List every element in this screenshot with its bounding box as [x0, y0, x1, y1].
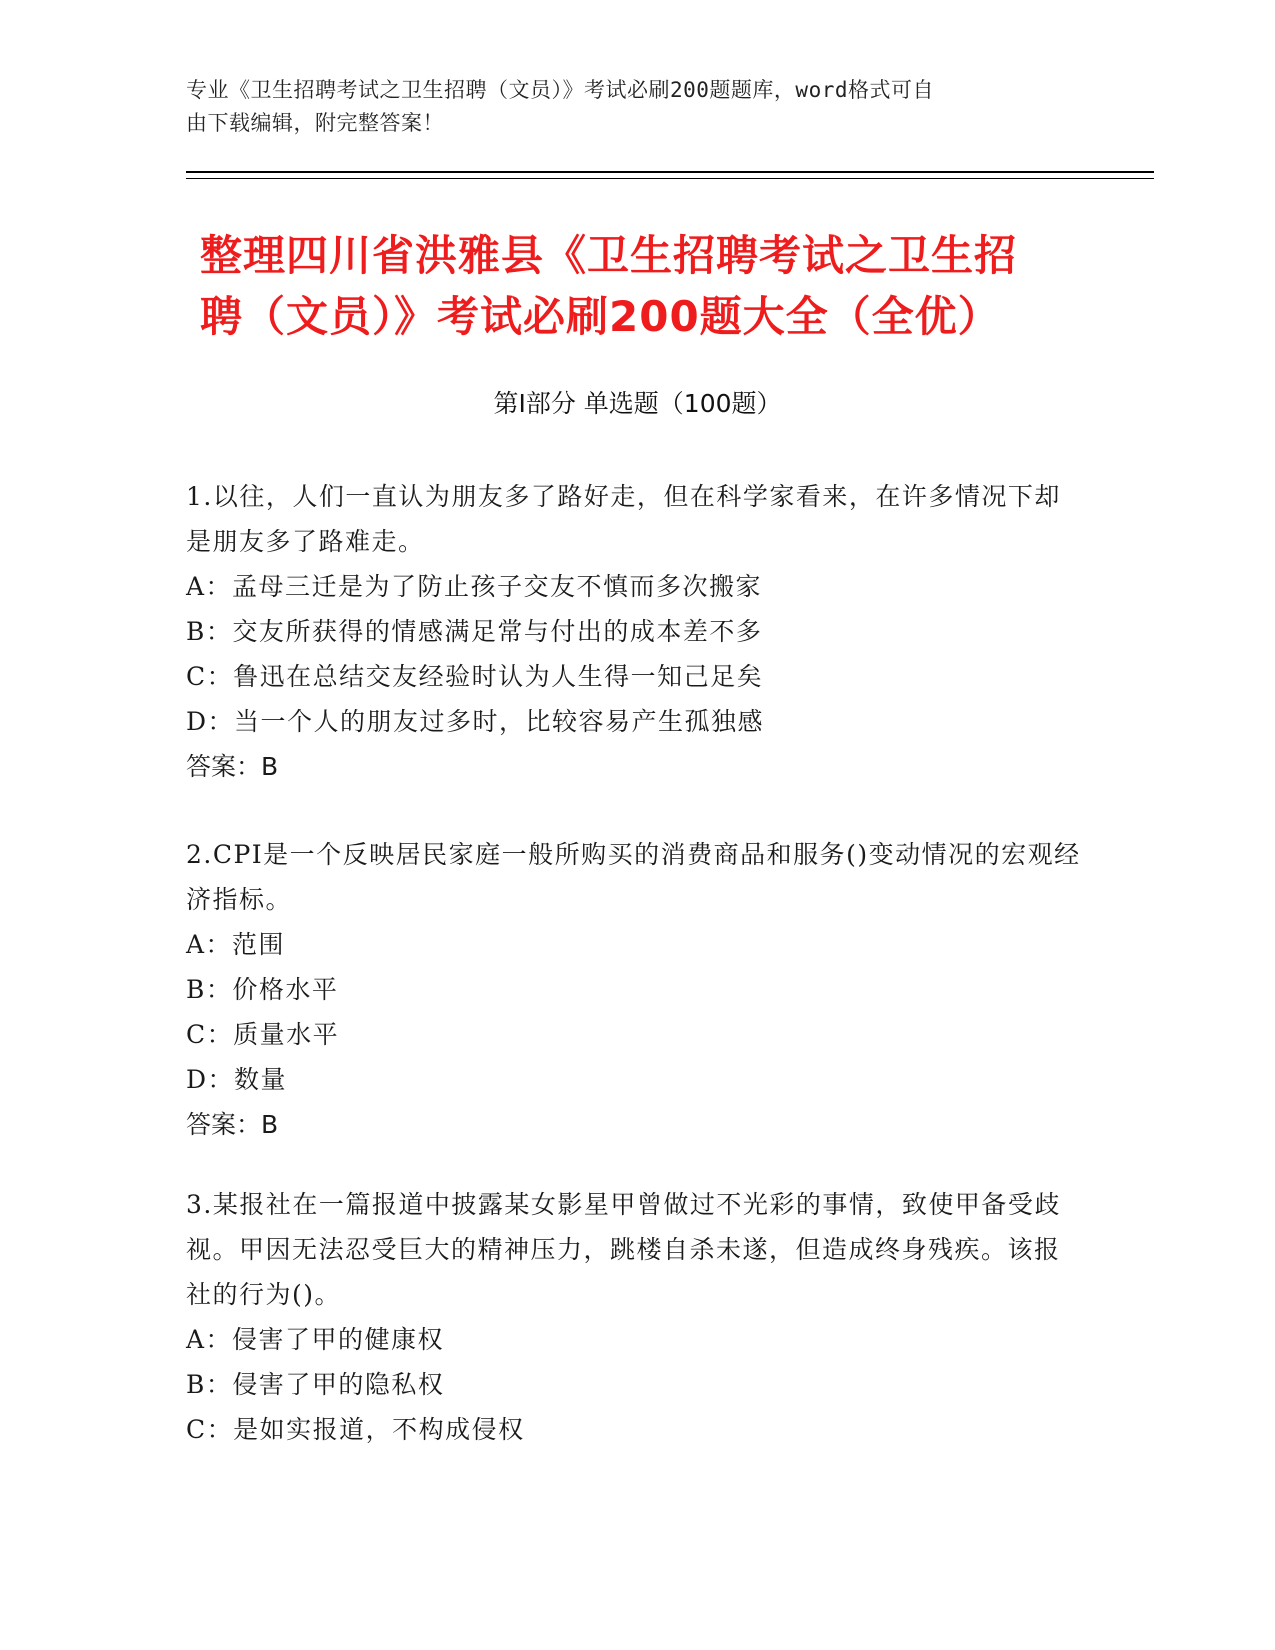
option-a: A：孟母三迁是为了防止孩子交友不慎而多次搬家	[186, 572, 763, 601]
question-text: 1.以往，人们一直认为朋友多了路好走，但在科学家看来，在许多情况下却是朋友多了路难走。	[186, 482, 1061, 556]
document-title-line-2: 聘（文员）》考试必刷200题大全（全优）	[200, 292, 1001, 341]
document-title	[200, 225, 1100, 347]
option-a: A：侵害了甲的健康权	[186, 1325, 445, 1354]
header-divider-thick	[186, 171, 1154, 173]
answer: 答案：B	[186, 1110, 279, 1139]
option-c: C：是如实报道，不构成侵权	[186, 1415, 525, 1444]
answer: 答案：B	[186, 752, 279, 781]
header-divider-thin	[186, 178, 1154, 179]
option-b: B：侵害了甲的隐私权	[186, 1370, 445, 1399]
header-note-line-1: 专业《卫生招聘考试之卫生招聘（文员）》考试必刷200题题库，word格式可自	[186, 78, 934, 102]
header-note-line-2: 由下载编辑，附完整答案！	[186, 111, 444, 135]
option-b: B：交友所获得的情感满足常与付出的成本差不多	[186, 617, 763, 646]
section-heading: 第Ⅰ部分 单选题（100题）	[493, 389, 782, 418]
option-c: C：鲁迅在总结交友经验时认为人生得一知己足矣	[186, 662, 764, 691]
document-title-line-1: 整理四川省洪雅县《卫生招聘考试之卫生招	[200, 231, 1018, 280]
question-1	[186, 474, 1086, 789]
option-b: B：价格水平	[186, 975, 339, 1004]
header-note	[186, 74, 1066, 140]
question-2	[186, 832, 1086, 1147]
option-c: C：质量水平	[186, 1020, 340, 1049]
option-d: D：数量	[186, 1065, 288, 1094]
option-a: A：范围	[186, 930, 286, 959]
question-3	[186, 1182, 1086, 1452]
question-text: 2.CPI是一个反映居民家庭一般所购买的消费商品和服务()变动情况的宏观经济指标。	[186, 840, 1081, 914]
question-text: 3.某报社在一篇报道中披露某女影星甲曾做过不光彩的事情，致使甲备受歧视。甲因无法忍受巨大的精神压力，跳楼自杀未遂，但造成终身残疾。该报社的行为()。	[186, 1190, 1061, 1309]
option-d: D：当一个人的朋友过多时，比较容易产生孤独感	[186, 707, 765, 736]
